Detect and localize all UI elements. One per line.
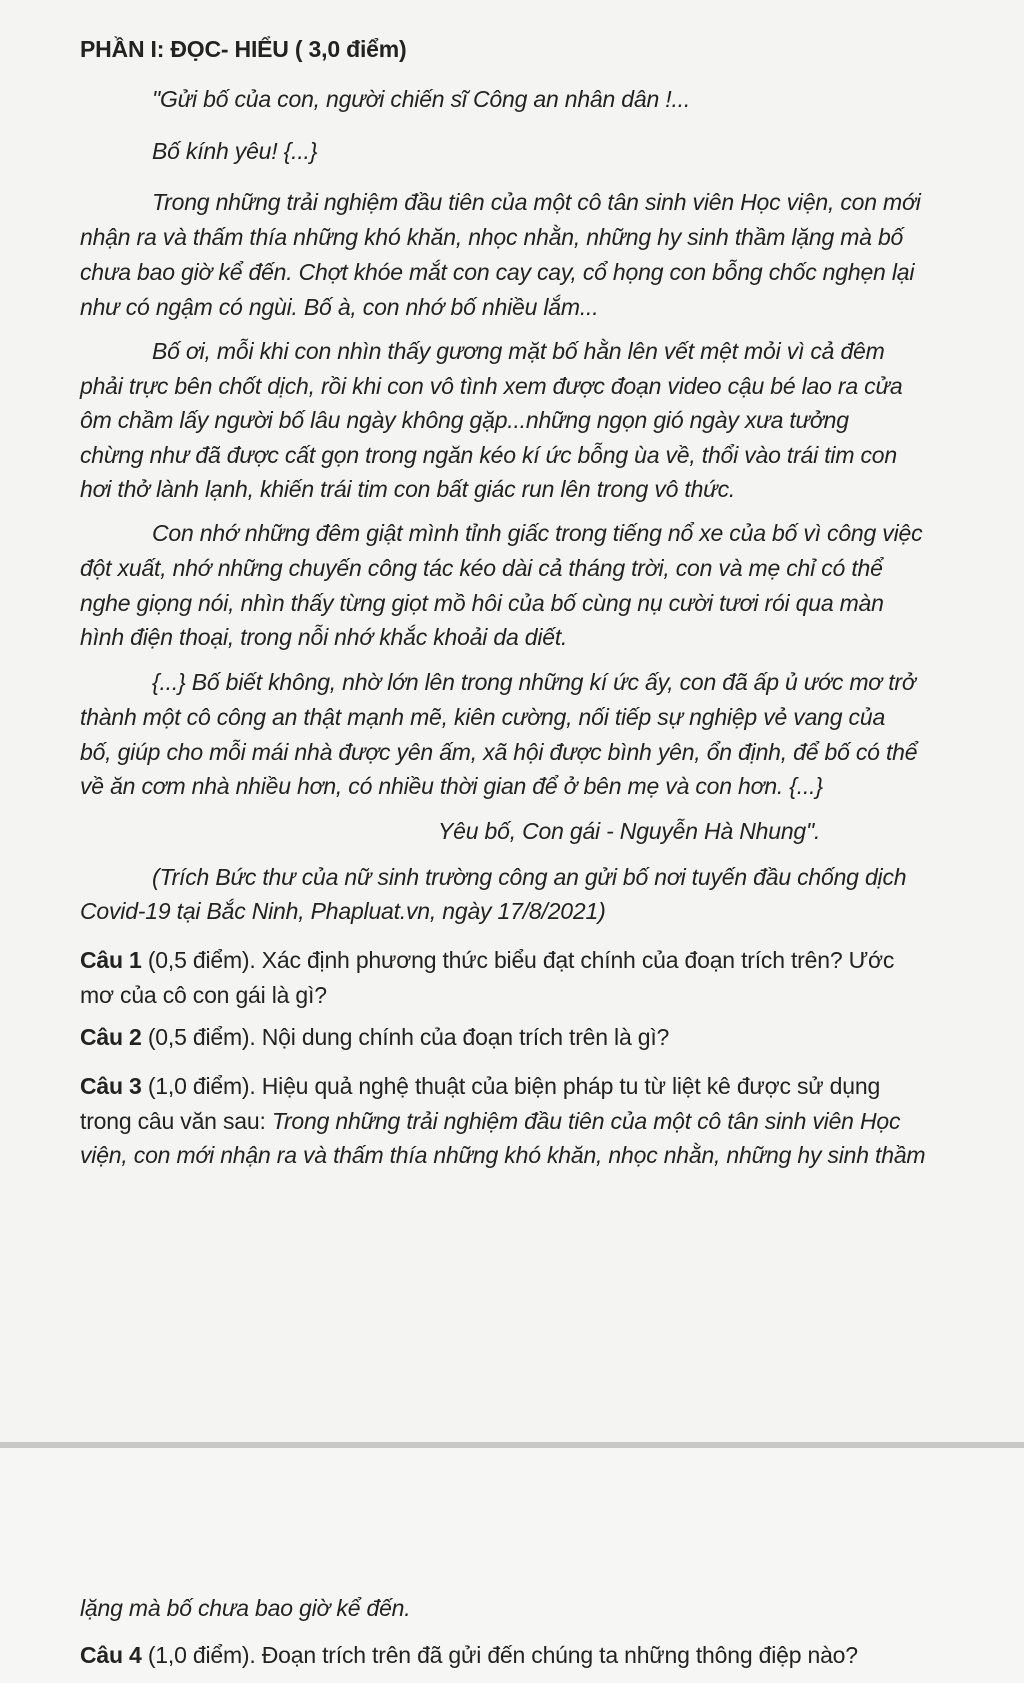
- source-line-2: Covid-19 tại Bắc Ninh, Phapluat.vn, ngày 17/8/2021): [80, 898, 606, 924]
- question-2-line-1: [80, 1022, 669, 1052]
- paragraph-1-line-1: Trong những trải nghiệm đầu tiên của một cô tân sinh viên Học viện, con mới: [152, 189, 921, 215]
- question-1-text: (0,5 điểm). Xác định phương thức biểu đạt chính của đoạn trích trên? Ước: [141, 947, 895, 973]
- question-1-line-1: [80, 945, 894, 975]
- source-line-1: (Trích Bức thư của nữ sinh trường công an gửi bố nơi tuyến đầu chống dịch: [152, 864, 907, 890]
- paragraph-4-line-3: bố, giúp cho mỗi mái nhà được yên ấm, xã hội được bình yên, ổn định, để bố có thể: [80, 739, 918, 765]
- question-1-line-2: mơ của cô con gái là gì?: [80, 982, 327, 1008]
- paragraph-1-line-2: nhận ra và thấm thía những khó khăn, nhọc nhằn, những hy sinh thầm lặng mà bố: [80, 224, 904, 250]
- letter-signature: Yêu bố, Con gái - Nguyễn Hà Nhung".: [438, 818, 821, 844]
- letter-greeting: Bố kính yêu! {...}: [152, 138, 318, 164]
- paragraph-3-line-1: Con nhớ những đêm giật mình tỉnh giấc trong tiếng nổ xe của bố vì công việc: [152, 520, 923, 546]
- paragraph-4-line-1: {...} Bố biết không, nhờ lớn lên trong những kí ức ấy, con đã ấp ủ ước mơ trở: [152, 669, 916, 695]
- paragraph-4-line-4: về ăn cơm nhà nhiều hơn, có nhiều thời gian để ở bên mẹ và con hơn. {...}: [80, 773, 823, 799]
- paragraph-4-line-2: thành một cô công an thật mạnh mẽ, kiên cường, nối tiếp sự nghiệp vẻ vang của: [80, 704, 886, 730]
- paragraph-2-line-3: ôm chầm lấy người bố lâu ngày không gặp...những ngọn gió ngày xưa tưởng: [80, 407, 849, 433]
- question-1-label: Câu 1: [80, 947, 142, 973]
- question-4-text: (1,0 điểm). Đoạn trích trên đã gửi đến chúng ta những thông điệp nào?: [141, 1642, 858, 1668]
- paragraph-2-line-4: chừng như đã được cất gọn trong ngăn kéo kí ức bỗng ùa về, thổi vào trái tim con: [80, 442, 897, 468]
- paragraph-1-line-4: như có ngậm có ngùi. Bố à, con nhớ bố nhiều lắm...: [80, 294, 599, 320]
- question-3-text-2a: trong câu văn sau:: [80, 1108, 272, 1134]
- question-4-label: Câu 4: [80, 1642, 142, 1668]
- section-heading: PHẦN I: ĐỌC- HIỂU ( 3,0 điểm): [80, 36, 407, 62]
- question-3-label: Câu 3: [80, 1073, 142, 1099]
- paragraph-2-line-1: Bố ơi, mỗi khi con nhìn thấy gương mặt bố hằn lên vết mệt mỏi vì cả đêm: [152, 338, 885, 364]
- question-3-quote-start: Trong những trải nghiệm đầu tiên của một cô tân sinh viên Học: [271, 1108, 901, 1134]
- paragraph-2-line-2: phải trực bên chốt dịch, rồi khi con vô tình xem được đoạn video cậu bé lao ra cửa: [80, 373, 903, 399]
- question-3-line-4: lặng mà bố chưa bao giờ kể đến.: [80, 1595, 411, 1621]
- paragraph-3-line-3: nghe giọng nói, nhìn thấy từng giọt mồ hôi của bố cùng nụ cười tươi rói qua màn: [80, 590, 884, 616]
- paragraph-3-line-2: đột xuất, nhớ những chuyến công tác kéo dài cả tháng trời, con và mẹ chỉ có thể: [80, 555, 883, 581]
- paragraph-1-line-3: chưa bao giờ kể đến. Chợt khóe mắt con cay cay, cổ họng con bỗng chốc nghẹn lại: [80, 259, 915, 285]
- question-3-line-1: [80, 1071, 880, 1101]
- question-3-line-3: viện, con mới nhận ra và thấm thía những khó khăn, nhọc nhằn, những hy sinh thầm: [80, 1142, 926, 1168]
- question-4-line-1: [80, 1640, 858, 1670]
- question-2-label: Câu 2: [80, 1024, 142, 1050]
- paragraph-3-line-4: hình điện thoại, trong nỗi nhớ khắc khoải da diết.: [80, 624, 568, 650]
- question-2-text: (0,5 điểm). Nội dung chính của đoạn trích trên là gì?: [141, 1024, 670, 1050]
- letter-opening: "Gửi bố của con, người chiến sĩ Công an nhân dân !...: [152, 86, 691, 112]
- question-3-line-2: [80, 1106, 900, 1136]
- question-3-text: (1,0 điểm). Hiệu quả nghệ thuật của biện pháp tu từ liệt kê được sử dụng: [141, 1073, 881, 1099]
- paragraph-2-line-5: hơi thở lành lạnh, khiến trái tim con bất giác run lên trong vô thức.: [80, 476, 736, 502]
